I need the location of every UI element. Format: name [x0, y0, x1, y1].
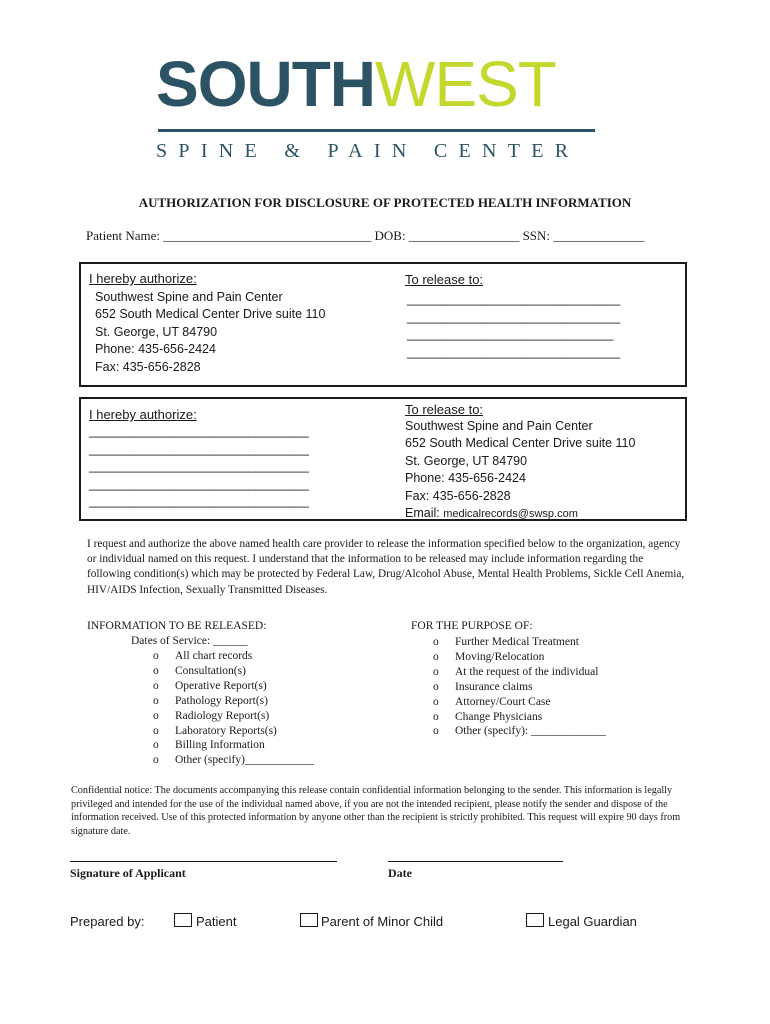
address-line: Phone: 435-656-2424 — [405, 471, 526, 486]
bullet: o — [433, 710, 439, 723]
list-item[interactable]: o Attorney/Court Case — [433, 695, 551, 708]
blank-line[interactable]: _________________________________ — [89, 459, 309, 474]
list-item[interactable]: o Other (specify)____________ — [153, 754, 314, 767]
bullet: o — [153, 650, 159, 662]
logo-subtitle: SPINE & PAIN CENTER — [156, 140, 580, 162]
box2-authorize-label: I hereby authorize: — [89, 407, 197, 422]
bullet: o — [153, 679, 159, 692]
logo-west: WEST — [375, 48, 556, 120]
list-item[interactable]: o Further Medical Treatment — [433, 636, 579, 648]
patient-checkbox[interactable] — [174, 913, 192, 927]
list-item[interactable]: o Billing Information — [153, 739, 265, 752]
bullet: o — [433, 680, 439, 693]
logo-south: SOUTH — [156, 48, 375, 120]
box2-release-label: To release to: — [405, 402, 484, 417]
blank-line[interactable]: ________________________________ — [407, 292, 620, 306]
bullet: o — [433, 650, 439, 663]
bullet: o — [433, 725, 439, 738]
purpose-heading: FOR THE PURPOSE OF: — [411, 620, 533, 632]
purpose-list — [433, 635, 606, 739]
blank-line[interactable]: ________________________________ — [407, 344, 620, 359]
bullet: o — [153, 709, 159, 722]
signature-line[interactable] — [70, 861, 337, 862]
list-item[interactable]: o At the request of the individual — [433, 665, 599, 678]
form-title: AUTHORIZATION FOR DISCLOSURE OF PROTECTED HEALTH INFORMATION — [138, 195, 632, 210]
box1-release-label: To release to: — [405, 272, 484, 287]
blank-line[interactable]: _______________________________ — [407, 327, 614, 342]
date-label: Date — [388, 866, 412, 880]
prepared-by-label: Prepared by: — [70, 914, 145, 929]
confidential-notice: Confidential notice: The documents accompanying this release contain confidential information belonging to the sender. This information is legally privileged and intended for the use of the individual named above, if you are not the intended recipient, please notify the sender and dispose of the information received. Use of this protected information by anyone other than the recipient is strictly prohibited. This request will expire 90 days from signature date. — [71, 785, 681, 837]
list-item[interactable]: o Pathology Report(s) — [153, 694, 268, 707]
address-line: St. George, UT 84790 — [95, 324, 218, 339]
box1-authorize-label: I hereby authorize: — [89, 271, 197, 286]
bullet: o — [153, 664, 159, 677]
box2-provider-address — [405, 418, 635, 523]
signature-label: Signature of Applicant — [70, 866, 186, 880]
info-heading: INFORMATION TO BE RELEASED: — [87, 620, 267, 632]
dates-of-service[interactable]: Dates of Service: ______ — [131, 635, 248, 647]
blank-line[interactable]: ________________________________ — [407, 309, 620, 324]
list-item[interactable]: o Operative Report(s) — [153, 679, 267, 692]
bullet: o — [433, 695, 439, 708]
list-item[interactable]: o Radiology Report(s) — [153, 709, 270, 722]
authorization-box-1 — [79, 262, 687, 387]
blank-line[interactable]: _________________________________ — [89, 441, 309, 456]
list-item[interactable]: o Laboratory Reports(s) — [153, 724, 277, 737]
email-value: medicalrecords@swsp.com — [443, 508, 578, 521]
parent-option-label: Parent of Minor Child — [321, 914, 444, 929]
bullet: o — [153, 754, 159, 767]
logo-wordmark — [156, 48, 556, 120]
email-label: Email: — [405, 506, 444, 521]
address-line: 652 South Medical Center Drive suite 110 — [405, 436, 636, 451]
date-line[interactable] — [388, 861, 563, 862]
bullet: o — [153, 739, 159, 752]
address-line: Fax: 435-656-2828 — [95, 359, 201, 374]
parent-checkbox[interactable] — [300, 913, 318, 927]
list-item[interactable]: o Moving/Relocation — [433, 650, 545, 663]
bullet: o — [433, 636, 439, 648]
email-line — [405, 505, 635, 523]
info-list — [153, 649, 314, 768]
address-line: Southwest Spine and Pain Center — [95, 290, 283, 304]
patient-option-label: Patient — [196, 914, 237, 929]
bullet: o — [153, 694, 159, 707]
guardian-option-label: Legal Guardian — [548, 914, 637, 929]
address-line: Phone: 435-656-2424 — [95, 342, 216, 357]
consent-paragraph: I request and authorize the above named health care provider to release the information specified below to the organization, agency or individual named on this request. I understand that the information to be released may include information regarding the following condition(s) which may be protected by Federal Law, Drug/Alcohol Abuse, Mental Health Problems, Sickle Cell Anemia, HIV/AIDS Infection, Sexually Transmitted Diseases. — [87, 538, 685, 596]
address-line: 652 South Medical Center Drive suite 110 — [95, 307, 326, 322]
authorization-box-2 — [79, 397, 687, 521]
patient-info-line[interactable]: Patient Name: ________________________________ DOB: _________________ SSN: ______________ — [86, 228, 645, 243]
box1-provider-address — [95, 289, 325, 376]
bullet: o — [153, 724, 159, 737]
list-item[interactable]: o All chart records — [153, 650, 253, 662]
blank-line[interactable]: _________________________________ — [89, 494, 309, 509]
list-item[interactable]: o Other (specify): _____________ — [433, 725, 606, 738]
address-line: St. George, UT 84790 — [405, 453, 528, 468]
logo-rule — [158, 129, 595, 132]
box2-authorize-fields — [89, 423, 309, 511]
guardian-checkbox[interactable] — [526, 913, 544, 927]
list-item[interactable]: o Change Physicians — [433, 710, 543, 723]
list-item[interactable]: o Insurance claims — [433, 680, 533, 693]
list-item[interactable]: o Consultation(s) — [153, 664, 246, 677]
blank-line[interactable]: _________________________________ — [89, 424, 309, 438]
address-line: Southwest Spine and Pain Center — [405, 419, 593, 433]
box1-release-fields — [407, 291, 620, 361]
address-line: Fax: 435-656-2828 — [405, 488, 511, 503]
bullet: o — [433, 665, 439, 678]
blank-line[interactable]: _________________________________ — [89, 476, 309, 491]
